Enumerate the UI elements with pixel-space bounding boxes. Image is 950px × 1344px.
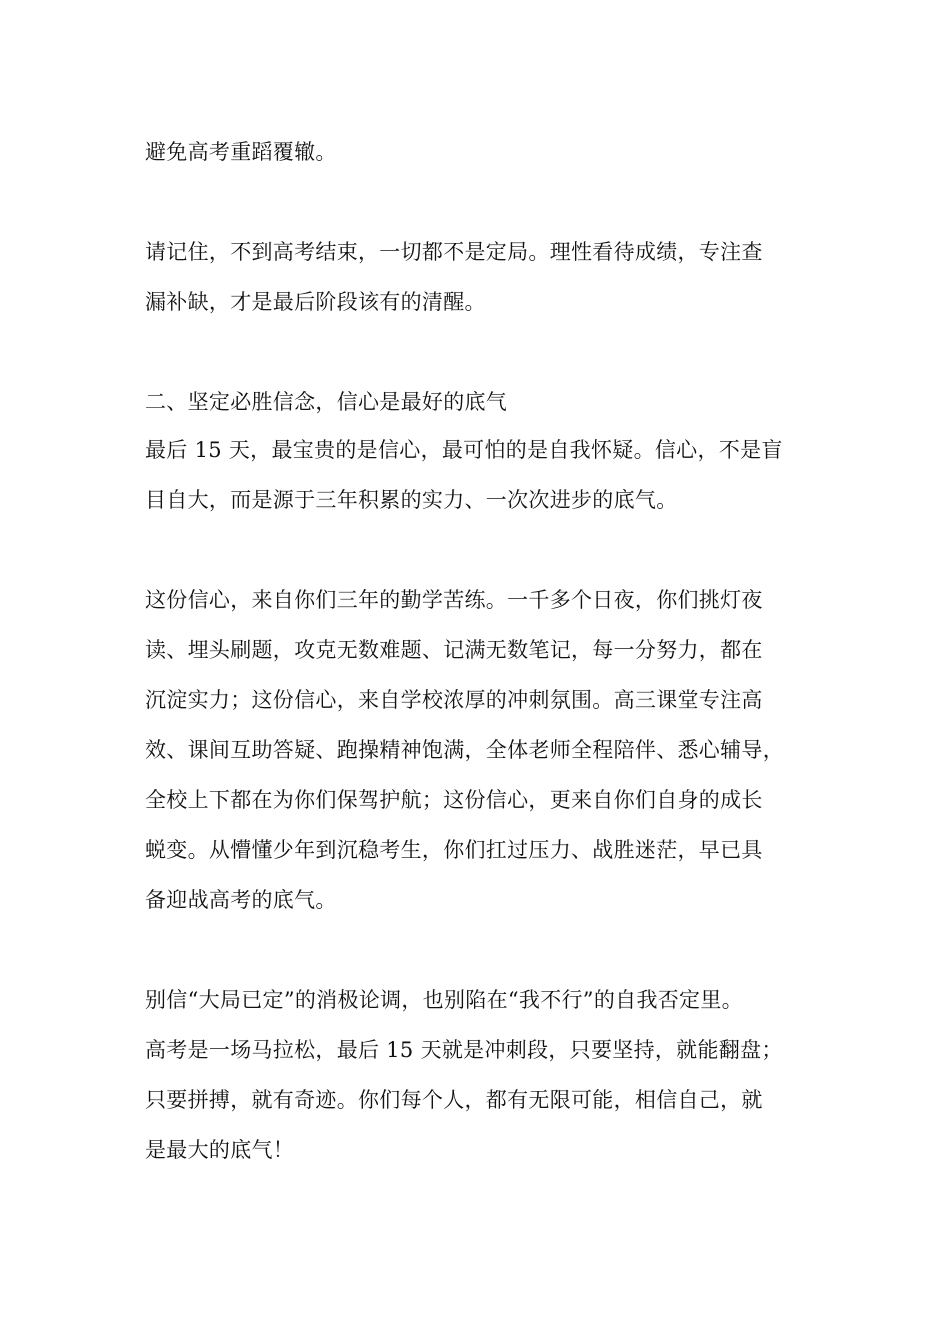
paragraph-line: 读、埋头刷题，攻克无数难题、记满无数笔记，每一分努力，都在 — [145, 638, 763, 662]
paragraph-line: 请记住，不到高考结束，一切都不是定局。理性看待成绩，专注查 — [145, 240, 763, 264]
paragraph-line: 高考是一场马拉松，最后 15 天就是冲刺段，只要坚持，就能翻盘； — [145, 1038, 783, 1062]
paragraph-line: 沉淀实力；这份信心，来自学校浓厚的冲刺氛围。高三课堂专注高 — [145, 688, 763, 712]
paragraph-line: 这份信心，来自你们三年的勤学苦练。一千多个日夜，你们挑灯夜 — [145, 588, 763, 612]
paragraph-line: 备迎战高考的底气。 — [145, 888, 337, 912]
paragraph-line: 是最大的底气！ — [145, 1138, 295, 1162]
paragraph-line: 蜕变。从懵懂少年到沉稳考生，你们扛过压力、战胜迷茫，早已具 — [145, 838, 763, 862]
paragraph-line: 目自大，而是源于三年积累的实力、一次次进步的底气。 — [145, 488, 678, 512]
paragraph-line: 避免高考重蹈覆辙。 — [145, 140, 337, 164]
paragraph-line: 漏补缺，才是最后阶段该有的清醒。 — [145, 290, 486, 314]
paragraph-line: 全校上下都在为你们保驾护航；这份信心，更来自你们自身的成长 — [145, 788, 763, 812]
paragraph-line: 只要拼搏，就有奇迹。你们每个人，都有无限可能，相信自己，就 — [145, 1088, 763, 1112]
paragraph-line: 别信“大局已定”的消极论调，也别陷在“我不行”的自我否定里。 — [145, 988, 743, 1012]
paragraph-line: 效、课间互助答疑、跑操精神饱满，全体老师全程陪伴、悉心辅导， — [145, 738, 784, 762]
section-heading: 二、坚定必胜信念，信心是最好的底气 — [145, 390, 508, 414]
paragraph-line: 最后 15 天，最宝贵的是信心，最可怕的是自我怀疑。信心，不是盲 — [145, 438, 783, 462]
